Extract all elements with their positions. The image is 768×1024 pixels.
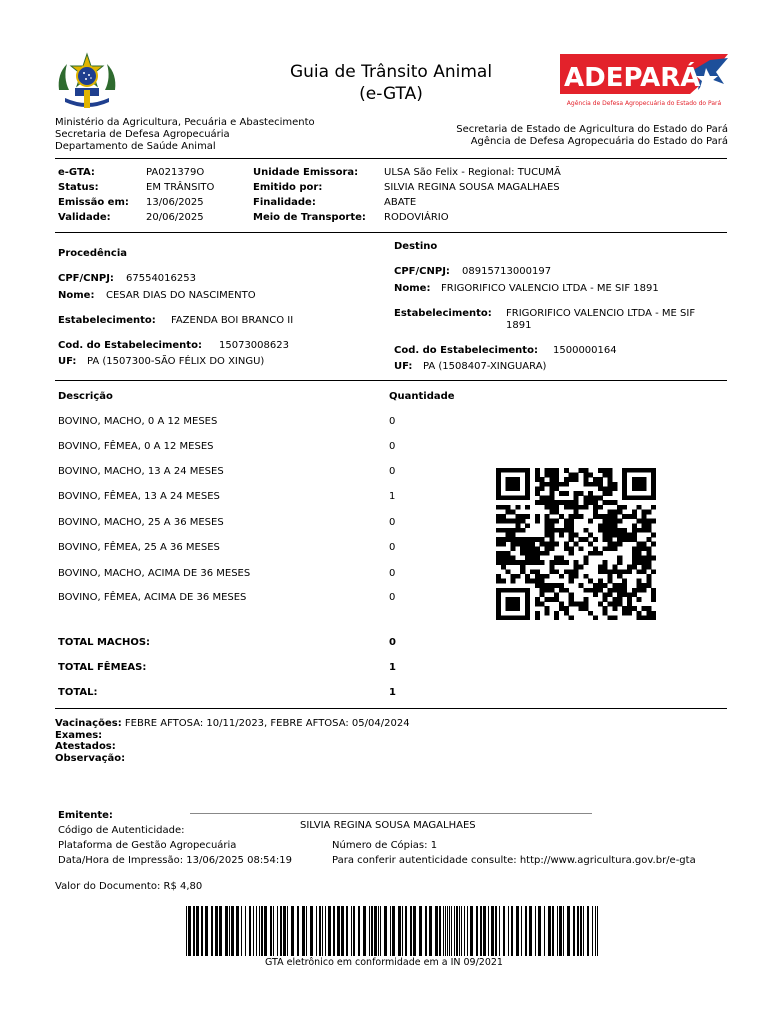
total-femeas-label: TOTAL FÊMEAS: (58, 662, 147, 673)
animal-row-quantity: 0 (389, 592, 396, 603)
status-value: EM TRÂNSITO (146, 182, 215, 193)
status-label: Status: (58, 182, 99, 193)
destino-estab-value: FRIGORIFICO VALENCIO LTDA - ME SIF (506, 308, 696, 319)
divider (55, 708, 727, 709)
animal-row-description: BOVINO, MACHO, 0 A 12 MESES (58, 416, 218, 427)
exames-label: Exames: (55, 730, 103, 741)
barcode (186, 906, 598, 956)
destino-cod-label: Cod. do Estabelecimento: (394, 345, 538, 356)
barcode-caption: GTA eletrônico em conformidade em a IN 09/2021 (265, 957, 503, 968)
destino-cpf-value: 08915713000197 (462, 266, 552, 277)
valor-documento: Valor do Documento: R$ 4,80 (55, 881, 203, 892)
plataforma-text: Plataforma de Gestão Agropecuária (58, 840, 237, 851)
brazil-coat-of-arms-icon (55, 50, 119, 114)
egta-value: PA021379O (146, 167, 205, 178)
signature-line (190, 813, 592, 814)
procedencia-cpf-value: 67554016253 (126, 273, 196, 284)
codigo-autenticidade-label: Código de Autenticidade: (58, 825, 185, 836)
emissao-value: 13/06/2025 (146, 197, 204, 208)
emitente-label: Emitente: (58, 810, 113, 821)
animal-row-quantity: 0 (389, 416, 396, 427)
total-value: 1 (389, 687, 396, 698)
procedencia-nome-label: Nome: (58, 290, 95, 301)
document-subtitle: (e-GTA) (359, 84, 423, 104)
procedencia-cpf-label: CPF/CNPJ: (58, 273, 114, 284)
divider (55, 158, 727, 159)
procedencia-heading: Procedência (58, 248, 128, 259)
state-secretary-line1: Secretaria de Estado de Agricultura do Estado do Pará (456, 124, 728, 135)
animal-row-quantity: 0 (389, 568, 396, 579)
ministry-line3: Departamento de Saúde Animal (55, 141, 216, 152)
state-secretary-line2: Agência de Defesa Agropecuária do Estado do Pará (470, 136, 728, 147)
emissao-label: Emissão em: (58, 197, 129, 208)
unidade-value: ULSA São Felix - Regional: TUCUMÃ (384, 167, 561, 178)
animal-row-description: BOVINO, FÊMEA, ACIMA DE 36 MESES (58, 592, 247, 603)
conferir-autenticidade: Para conferir autenticidade consulte: http://www.agricultura.gov.br/e-gta (332, 855, 696, 866)
emitido-value: SILVIA REGINA SOUSA MAGALHAES (384, 182, 560, 193)
meio-transporte-label: Meio de Transporte: (253, 212, 366, 223)
animal-row-description: BOVINO, FÊMEA, 25 A 36 MESES (58, 542, 220, 553)
procedencia-estab-value: FAZENDA BOI BRANCO II (171, 315, 294, 326)
total-machos-value: 0 (389, 637, 396, 648)
procedencia-estab-label: Estabelecimento: (58, 315, 156, 326)
animal-row-quantity: 0 (389, 517, 396, 528)
procedencia-uf-label: UF: (58, 356, 77, 367)
procedencia-cod-label: Cod. do Estabelecimento: (58, 340, 202, 351)
destino-estab-value-cont: 1891 (506, 320, 532, 331)
destino-uf-value: PA (1508407-XINGUARA) (423, 361, 547, 372)
unidade-label: Unidade Emissora: (253, 167, 359, 178)
atestados-label: Atestados: (55, 741, 116, 752)
quantidade-heading: Quantidade (389, 391, 455, 402)
procedencia-cod-value: 15073008623 (219, 340, 289, 351)
vacinacoes-value: FEBRE AFTOSA: 10/11/2023, FEBRE AFTOSA: 05/04/2024 (124, 718, 410, 729)
animal-row-quantity: 1 (389, 491, 396, 502)
destino-heading: Destino (394, 241, 438, 252)
ministry-line2: Secretaria de Defesa Agropecuária (55, 129, 230, 140)
emitido-label: Emitido por: (253, 182, 323, 193)
numero-copias: Número de Cópias: 1 (332, 840, 438, 851)
destino-nome-value: FRIGORIFICO VALENCIO LTDA - ME SIF 1891 (441, 283, 659, 294)
qr-code (496, 468, 656, 620)
animal-row-quantity: 0 (389, 542, 396, 553)
validade-label: Validade: (58, 212, 111, 223)
animal-row-description: BOVINO, MACHO, 25 A 36 MESES (58, 517, 224, 528)
animal-row-description: BOVINO, FÊMEA, 0 A 12 MESES (58, 441, 214, 452)
document-title: Guia de Trânsito Animal (289, 62, 493, 82)
procedencia-nome-value: CESAR DIAS DO NASCIMENTO (106, 290, 256, 301)
destino-cod-value: 1500000164 (553, 345, 617, 356)
vacinacoes-label: Vacinações: (55, 718, 122, 729)
animal-row-quantity: 0 (389, 466, 396, 477)
procedencia-uf-value: PA (1507300-SÃO FÉLIX DO XINGU) (87, 356, 265, 367)
observacao-label: Observação: (55, 753, 126, 764)
total-femeas-value: 1 (389, 662, 396, 673)
finalidade-value: ABATE (384, 197, 417, 208)
destino-estab-label: Estabelecimento: (394, 308, 492, 319)
logo-subtext: Agência de Defesa Agropecuária do Estado do Pará (566, 100, 722, 107)
animal-row-description: BOVINO, MACHO, 13 A 24 MESES (58, 466, 224, 477)
logo-text: ADEPARÁ (564, 63, 701, 93)
destino-cpf-label: CPF/CNPJ: (394, 266, 450, 277)
signer-name: SILVIA REGINA SOUSA MAGALHAES (300, 820, 476, 831)
destino-nome-label: Nome: (394, 283, 431, 294)
animal-row-description: BOVINO, FÊMEA, 13 A 24 MESES (58, 491, 220, 502)
meio-transporte-value: RODOVIÁRIO (384, 212, 449, 223)
validade-value: 20/06/2025 (146, 212, 204, 223)
data-impressao: Data/Hora de Impressão: 13/06/2025 08:54:19 (58, 855, 293, 866)
destino-uf-label: UF: (394, 361, 413, 372)
ministry-line1: Ministério da Agricultura, Pecuária e Abastecimento (55, 117, 315, 128)
total-label: TOTAL: (58, 687, 98, 698)
descricao-heading: Descrição (58, 391, 113, 402)
divider (55, 232, 727, 233)
egta-label: e-GTA: (58, 167, 95, 178)
adepara-logo (560, 54, 728, 108)
animal-row-quantity: 0 (389, 441, 396, 452)
divider (55, 380, 727, 381)
animal-row-description: BOVINO, MACHO, ACIMA DE 36 MESES (58, 568, 251, 579)
vacinacoes-line (55, 718, 410, 729)
total-machos-label: TOTAL MACHOS: (58, 637, 151, 648)
finalidade-label: Finalidade: (253, 197, 316, 208)
